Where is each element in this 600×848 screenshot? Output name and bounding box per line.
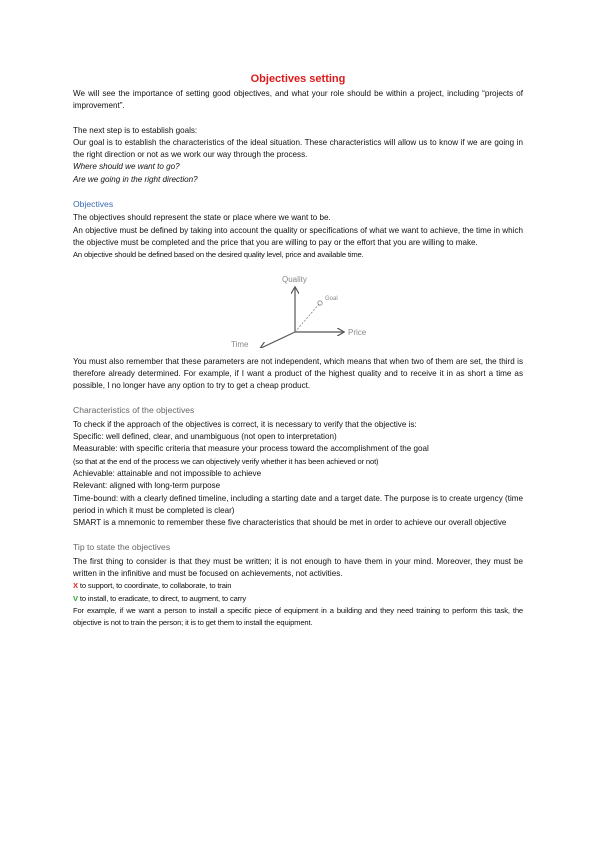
specific-item: Specific: well defined, clear, and unambiguous (not open to interpretation) (73, 432, 337, 442)
time-axis (261, 332, 295, 348)
x-mark: X (73, 581, 78, 591)
axes-diagram (223, 270, 383, 348)
objectives-paragraph-2: An objective must be defined by taking into account the quality or specifications of what we want to achieve, the time in which the objective must be completed and the price that you are willing to pay or the effort that you are willing to make. (73, 225, 523, 247)
tips-example-paragraph: For example, if we want a person to install a specific piece of equipment in a building and they need training to perform this task, the objective is not to train the person; it is to get them to install the equipment. (73, 605, 523, 628)
measurable-note: (so that at the end of the process we can objectively verify whether it has been achieved or not) (73, 456, 379, 466)
quality-label: Quality (282, 274, 307, 284)
goals-lead: The next step is to establish goals: (73, 125, 198, 135)
achievable-item: Achievable: attainable and not impossible to achieve (73, 468, 262, 478)
x-example-line (73, 580, 523, 592)
objectives-paragraph-1: The objectives should represent the state or place where we want to be. (73, 213, 331, 223)
document-body (73, 72, 523, 630)
goal-label: Goal (325, 295, 338, 302)
measurable-item: Measurable: with specific criteria that measure your process toward the accomplishment of the goal (73, 444, 429, 454)
time-bound-item: Time-bound: with a clearly defined timeline, including a starting date and a target date. The purpose is to create urgency (time period in which it must be completed is clear) (73, 493, 523, 515)
characteristics-lead: To check if the approach of the objectives is correct, it is necessary to verify that the objective is: (73, 419, 417, 429)
price-label: Price (348, 327, 367, 337)
objectives-heading: Objectives (73, 199, 114, 210)
page-title: Objectives setting (250, 73, 346, 85)
question-direction: Are we going in the right direction? (73, 174, 198, 184)
v-example-line (73, 593, 523, 605)
parameters-paragraph: You must also remember that these parameters are not independent, which means that when two of them are set, the third is therefore already determined. For example, if I want a product of the highest quality and to receive it in as short a time as possible, I no longer have any option to try to get a cheap product. (73, 356, 523, 391)
time-label: Time (231, 339, 249, 348)
relevant-item: Relevant: aligned with long-term purpose (73, 481, 221, 491)
goal-line (295, 303, 320, 332)
quality-price-time-diagram (73, 270, 523, 348)
tips-paragraph: The first thing to consider is that they must be written; it is not enough to have them in your mind. Moreover, they must be written in the infinitive and must be focused on achievements, not activities. (73, 556, 523, 579)
x-example-text: to support, to coordinate, to collaborate, to train (77, 581, 232, 591)
intro-paragraph: We will see the importance of setting good objectives, and what your role should be within a project, including “projects of improvement”. (73, 89, 523, 111)
tips-heading: Tip to state the objectives (73, 542, 171, 553)
characteristics-heading: Characteristics of the objectives (73, 405, 195, 416)
question-where: Where should we want to go? (73, 162, 180, 172)
v-example-text: to install, to eradicate, to direct, to augment, to carry (77, 593, 247, 603)
smart-paragraph: SMART is a mnemonic to remember these five characteristics that should be met in order to achieve our overall objective (73, 518, 507, 528)
v-mark: V (73, 593, 78, 603)
goals-paragraph: Our goal is to establish the characteristics of the ideal situation. These characteristics will allow us to know if we are going in the right direction or not as we work our way through the process. (73, 137, 523, 160)
objectives-paragraph-3: An objective should be defined based on the desired quality level, price and available time. (73, 250, 364, 260)
